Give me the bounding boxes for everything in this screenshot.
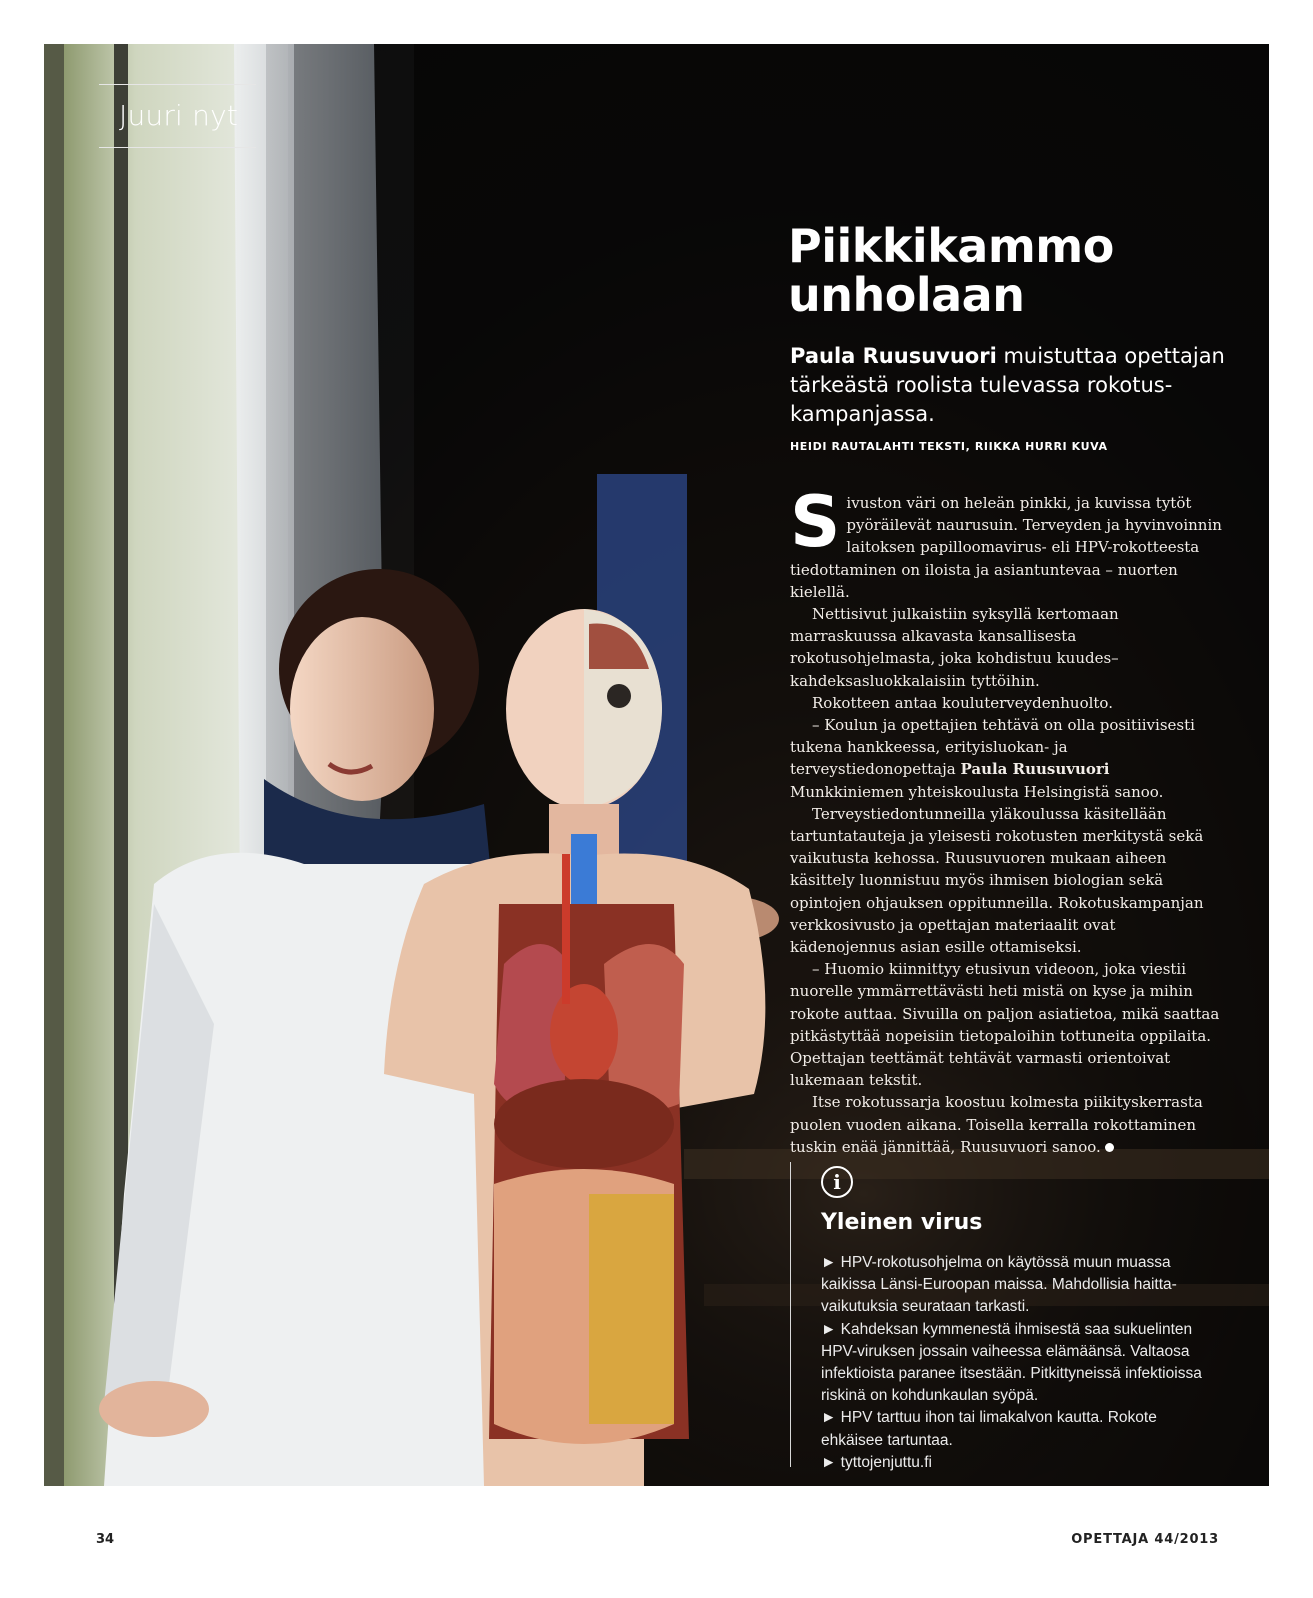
fact-item-link[interactable]: ► tyttojenjuttu.fi xyxy=(821,1453,932,1471)
article-headline xyxy=(788,219,1228,322)
fact-item: ► HPV tarttuu ihon tai limakalvon kautta. Rokote ehkäisee tartuntaa. xyxy=(821,1409,1157,1449)
dropcap: S xyxy=(790,481,841,563)
fact-box-title: Yleinen virus xyxy=(821,1210,983,1235)
byline: HEIDI RAUTALAHTI TEKSTI, RIIKKA HURRI KUVA xyxy=(790,440,1108,453)
fact-item: ► Kahdeksan kymmenestä ihmisestä saa sukuelinten HPV-viruksen jossain vaiheessa elämäänsä. Valtaosa infektioista paranee itsestään. Pitkittyneissä infektioissa riskinä on kohdunkaulan syöpä. xyxy=(821,1320,1202,1405)
body-paragraph: Rokotteen antaa kouluterveydenhuolto. xyxy=(812,693,1113,712)
body-paragraph: Itse rokotussarja koostuu kolmesta piikityskerrasta puolen vuoden aikana. Toisella kerralla rokottaminen tuskin enää jännittää, Ruusuvuori sanoo. xyxy=(790,1093,1203,1156)
body-paragraph: – Koulun ja opettajien tehtävä on olla positiivisesti tukena hankkeessa, erityisluokan- ja terveystiedonopettaja Paula Ruusuvuori Munkkiniemen yhteiskoulusta Helsingistä sanoo. xyxy=(790,716,1195,801)
fact-box-items xyxy=(821,1252,1206,1474)
info-icon: i xyxy=(821,1166,853,1198)
body-paragraph: Nettisivut julkaistiin syksyllä kertomaan marraskuussa alkavasta kansallisesta rokotusohjelmasta, joka kohdistuu kuudes–kahdeksasluokkalaisiin tyttöihin. xyxy=(790,605,1119,690)
body-paragraph: – Huomio kiinnittyy etusivun videoon, joka viestii nuorelle ymmärrettävästi heti mistä on kyse ja mihin rokote auttaa. Sivuilla on paljon asiatietoa, mikä saattaa pitkästyttää nopeisiin tietopaloihin tottuneita oppilaita. Opettajan teettämät tehtävät varmasti orientoivat lukemaan tekstit. xyxy=(790,960,1220,1090)
body-paragraph: Sivuston väri on heleän pinkki, ja kuvissa tytöt pyöräilevät naurusuin. Terveyden ja hyvinvoinnin laitoksen papilloomavirus- eli HPV-rokotteesta tiedottaminen on iloista ja asiantuntevaa – nuorten kielellä. xyxy=(790,481,1222,601)
fact-item: ► HPV-rokotusohjelma on käytössä muun muassa kaikissa Länsi-Euroopan maissa. Mahdollisia haittavaikutuksia seurataan tarkasti. xyxy=(821,1254,1177,1316)
page-number: 34 xyxy=(96,1532,115,1547)
body-name: Paula Ruusuvuori xyxy=(960,760,1110,779)
headline-line-1: Piikkikammo xyxy=(788,219,1114,273)
body-paragraph: Terveystiedontunneilla yläkoulussa käsitellään tartuntatauteja ja yleisesti rokotusten merkitystä sekä vaikutusta kehossa. Ruusuvuoren mukaan aiheen käsittely luonnistuu myös ihmisen biologian sekä opintojen ohjauksen oppitunneilla. Rokotuskampanjan verkkosivusto ja opettajan materiaalit ovat kädenojennus asian esille ottamiseksi. xyxy=(790,804,1204,957)
fact-box xyxy=(790,1162,1211,1471)
section-label xyxy=(99,84,256,148)
end-mark-icon xyxy=(1105,1143,1114,1152)
headline-line-2: unholaan xyxy=(788,268,1025,322)
section-label-text: Juuri nyt xyxy=(119,99,239,132)
article-lead xyxy=(790,342,1230,429)
lead-name: Paula Ruusuvuori xyxy=(790,344,997,368)
article-body xyxy=(790,481,1225,1158)
lead-text: muistuttaa opettajan tärkeästä roolista tulevassa rokotuskampanjassa. xyxy=(790,344,1225,426)
magazine-issue: OPETTAJA 44/2013 xyxy=(1071,1532,1219,1547)
